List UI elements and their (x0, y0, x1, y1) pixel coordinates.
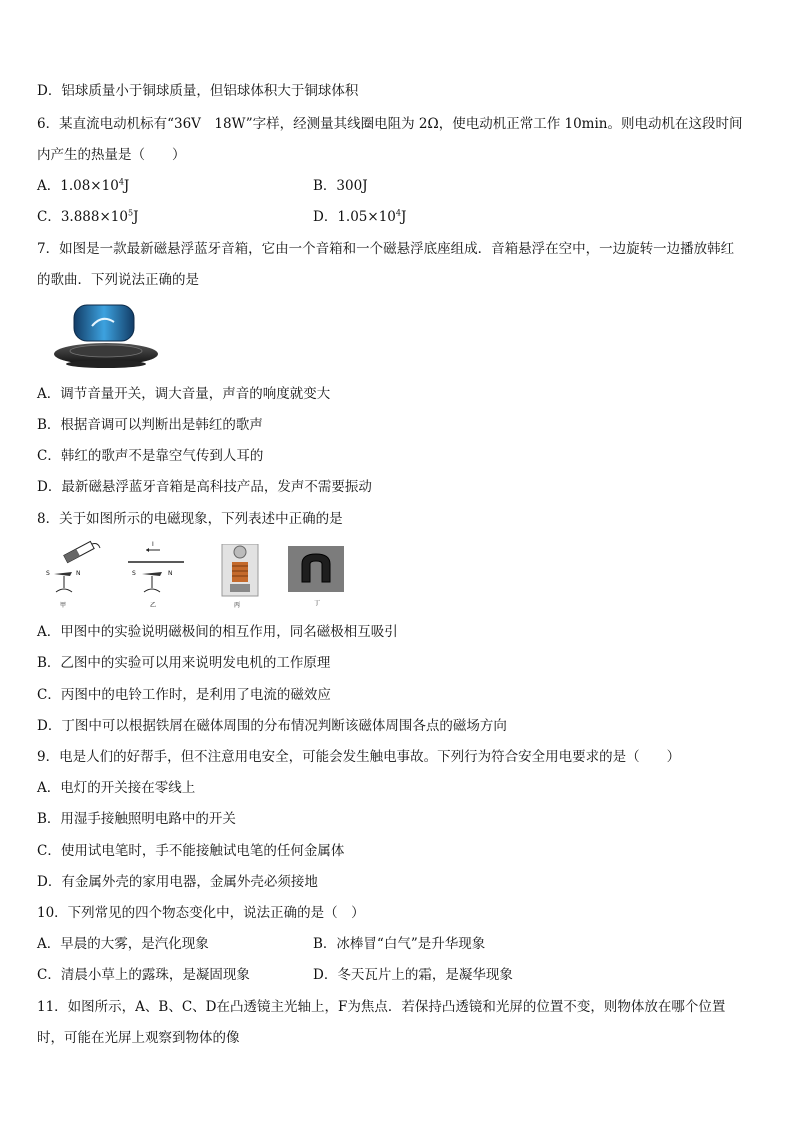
current-compass-image: I S N 乙 (132, 541, 173, 609)
q10-option-c: C．清晨小草上的露珠，是凝固现象 (37, 967, 250, 983)
q11-stem-1: 11．如图所示，A、B、C、D在凸透镜主光轴上，F为焦点．若保持凸透镜和光屏的位置不变，则物体放在哪个位置 (37, 999, 726, 1015)
q9-stem: 9．电是人们的好帮手，但不注意用电安全，可能会发生触电事故。下列行为符合安全用电要求的是（ ） (37, 749, 681, 765)
q6-option-b: B．300J (313, 178, 368, 194)
q6-stem-1: 6．某直流电动机标有“36V 18W”字样，经测量其线圈电阻为 2Ω，使电动机正常工作 10min。则电动机在这段时间 (37, 116, 743, 132)
q9-option-b: B．用湿手接触照明电路中的开关 (37, 811, 236, 827)
electric-bell-image: 丙 (220, 544, 260, 608)
q7-option-d: D．最新磁悬浮蓝牙音箱是高科技产品，发声不需要振动 (37, 479, 372, 495)
compass-magnet-image: S N 甲 (42, 540, 104, 608)
q7-stem-1: 7．如图是一款最新磁悬浮蓝牙音箱，它由一个音箱和一个磁悬浮底座组成．音箱悬浮在空中，一边旋转一边播放韩红 (37, 241, 735, 257)
q8-stem: 8．关于如图所示的电磁现象，下列表述中正确的是 (37, 511, 343, 527)
q10-stem: 10．下列常见的四个物态变化中，说法正确的是（ ） (37, 905, 365, 921)
iron-filings-magnet-image: 丁 (288, 546, 344, 608)
q7-option-b: B．根据音调可以判断出是韩红的歌声 (37, 417, 263, 433)
q8-option-b: B．乙图中的实验可以用来说明发电机的工作原理 (37, 655, 331, 671)
q10-option-b: B．冰棒冒“白气”是升华现象 (313, 936, 486, 952)
q10-option-d: D．冬天瓦片上的霜，是凝华现象 (313, 967, 513, 983)
q9-option-a: A．电灯的开关接在零线上 (37, 780, 196, 796)
q8-option-c: C．丙图中的电铃工作时，是利用了电流的磁效应 (37, 687, 331, 703)
q6-stem-2: 内产生的热量是（ ） (37, 147, 186, 163)
q8-option-a: A．甲图中的实验说明磁极间的相互作用，同名磁极相互吸引 (37, 624, 398, 640)
q7-stem-2: 的歌曲．下列说法正确的是 (37, 272, 199, 288)
q7-option-c: C．韩红的歌声不是靠空气传到人耳的 (37, 448, 264, 464)
q6-option-d: D．$1.05\times 10^4J$ (313, 208, 407, 225)
q6-option-a: A．$1.08\times 10^4J$ (37, 177, 130, 194)
q11-stem-2: 时，可能在光屏上观察到物体的像 (37, 1030, 240, 1046)
q9-option-d: D．有金属外壳的家用电器，金属外壳必须接地 (37, 874, 318, 890)
maglev-speaker-image (52, 302, 164, 372)
q7-option-a: A．调节音量开关，调大音量，声音的响度就变大 (37, 386, 331, 402)
q9-option-c: C．使用试电笔时，手不能接触试电笔的任何金属体 (37, 843, 345, 859)
q5-option-d: D．铝球质量小于铜球质量，但铝球体积大于铜球体积 (37, 83, 359, 99)
q6-option-c: C．$3.888\times 10^5J$ (37, 208, 139, 225)
q8-option-d: D．丁图中可以根据铁屑在磁体周围的分布情况判断该磁体周围各点的磁场方向 (37, 718, 507, 734)
q10-option-a: A．早晨的大雾，是汽化现象 (37, 936, 209, 952)
